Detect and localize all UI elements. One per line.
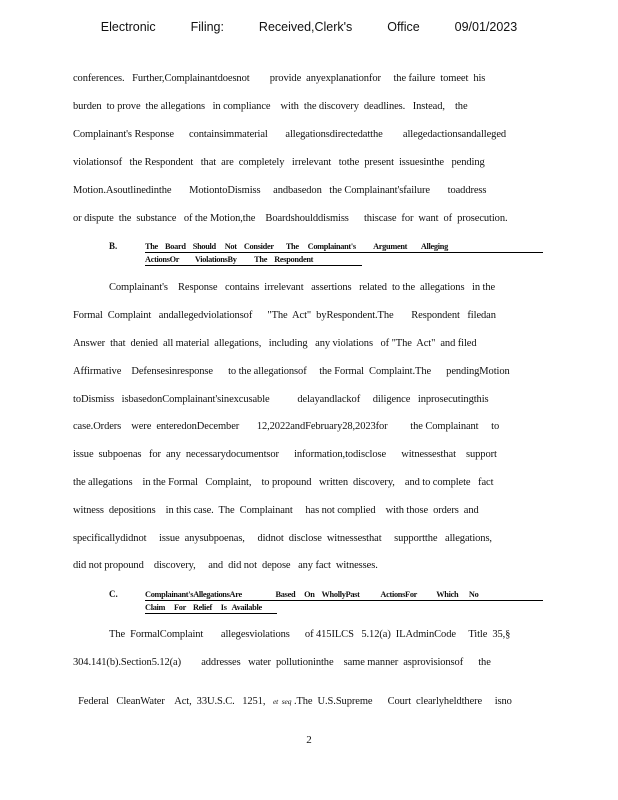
paragraph-2-line: issue subpoenas for any necessarydocumentsor information,todisclose witnessesthat support [73, 449, 497, 460]
paragraph-1-line: violationsof the Respondent that are completely irrelevant tothe present issuesinthe pending [73, 157, 485, 168]
paragraph-2-line: specificallydidnot issue anysubpoenas, didnot disclose witnessesthat supportthe allegations, [73, 533, 492, 544]
paragraph-3-text: Federal CleanWater Act, 33U.S.C. 1251, [78, 696, 273, 707]
page-number: 2 [306, 734, 312, 746]
paragraph-2-line: witness depositions in this case. The Complainant has not complied with those orders and [73, 505, 479, 516]
paragraph-3-line: 304.141(b).Section5.12(a) addresses water pollutioninthe same manner asprovisionsof the [73, 657, 491, 668]
section-c-underline-2 [145, 613, 277, 614]
paragraph-3-line [73, 685, 512, 707]
section-b-heading-line1: The Board Should Not Consider The Complainant's Argument Alleging [145, 242, 448, 251]
paragraph-2-line: did not propound discovery, and did not depose any fact witnesses. [73, 560, 378, 571]
paragraph-3-text: .The U.S.Supreme Court clearlyheldthere isno [291, 696, 512, 707]
section-c-letter: C. [109, 589, 118, 599]
section-b-underline-2 [145, 265, 362, 266]
paragraph-2-line: Affirmative Defensesinresponse to the allegationsof the Formal Complaint.The pendingMotion [73, 366, 510, 377]
paragraph-1-line: burden to prove the allegations in compliance with the discovery deadlines. Instead, the [73, 101, 468, 112]
paragraph-2-line: Answer that denied all material allegations, including any violations of "The Act" and filed [73, 338, 477, 349]
et-seq-italic: et seq [272, 697, 292, 706]
paragraph-2-line: case.Orders were enteredonDecember 12,2022andFebruary28,2023for the Complainant to [73, 421, 500, 432]
section-b-underline [145, 252, 543, 253]
paragraph-2-line: the allegations in the Formal Complaint, to propound written discovery, and to complete fact [73, 477, 494, 488]
paragraph-2-line: Formal Complaint andallegedviolationsof "The Act" byRespondent.The Respondent filedan [73, 310, 496, 321]
paragraph-2-line: toDismiss isbasedonComplainant'sinexcusable delayandlackof diligence inprosecutingthis [73, 394, 489, 405]
paragraph-2-line: Complainant's Response contains irrelevant assertions related to the allegations in the [109, 282, 496, 293]
section-b-letter: B. [109, 241, 118, 251]
section-c-heading-line2: Claim For Relief Is Available [145, 603, 262, 612]
paragraph-3-line: The FormalComplaint allegesviolations of 415ILCS 5.12(a) ILAdminCode Title 35,§ [109, 629, 511, 640]
paragraph-1-line: conferences. Further,Complainantdoesnot provide anyexplanationfor the failure tomeet his [73, 73, 486, 84]
paragraph-1-line: Complainant's Response containsimmaterial allegationsdirectedatthe allegedactionsandalleged [73, 129, 507, 140]
section-c-underline [145, 600, 543, 601]
section-c-heading-line1: Complainant'sAllegationsAre Based On WhollyPast ActionsFor Which No [145, 590, 479, 599]
electronic-filing-header: Electronic Filing: Received,Clerk's Office 09/01/2023 [100, 20, 518, 34]
section-b-heading-line2: ActionsOr ViolationsBy The Respondent [145, 255, 314, 264]
paragraph-1-line: or dispute the substance of the Motion,the Boardshoulddismiss thiscase for want of prosecution. [73, 213, 508, 224]
paragraph-1-line: Motion.Asoutlinedinthe MotiontoDismiss andbasedon the Complainant'sfailure toaddress [73, 185, 487, 196]
